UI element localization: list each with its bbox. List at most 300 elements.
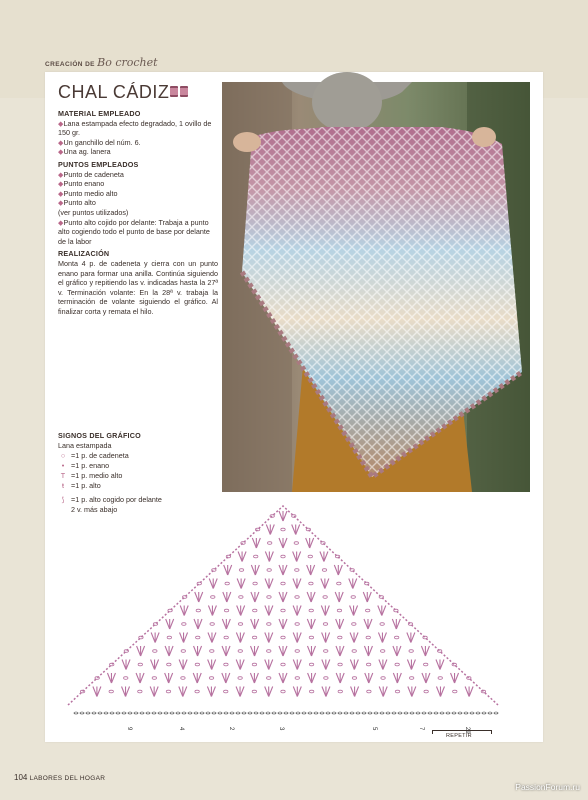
base-chain-stitch <box>464 712 468 714</box>
stitch-stroke <box>320 552 324 562</box>
base-chain-stitch <box>212 712 216 714</box>
chain-stitch <box>365 609 369 612</box>
stitch-cluster <box>336 673 344 683</box>
base-chain-stitch <box>206 712 210 714</box>
stitch-cluster <box>395 663 399 666</box>
stitch-cluster <box>380 623 384 626</box>
stitch-cluster <box>295 596 299 599</box>
material-heading: MATERIAL EMPLEADO <box>58 109 141 118</box>
stitch-cluster <box>366 663 370 666</box>
stitch-cluster <box>350 633 358 643</box>
bullet-diamond-icon: ◆ <box>58 188 64 198</box>
base-chain-stitch <box>152 712 156 714</box>
stitch-cluster <box>210 623 214 626</box>
stitch-stroke <box>364 646 368 656</box>
puntos-heading: PUNTOS EMPLEADOS <box>58 159 139 169</box>
stitch-cluster <box>93 687 101 697</box>
stitch-stroke <box>126 687 130 697</box>
stitch-stroke <box>379 687 383 697</box>
stitch-stroke <box>222 646 226 656</box>
stitch-stroke <box>270 525 274 535</box>
base-chain-stitch <box>308 712 312 714</box>
base-chain-stitch <box>260 712 264 714</box>
stitch-stroke <box>279 592 283 602</box>
stitch-cluster <box>338 636 342 639</box>
chain-stitch <box>394 636 398 639</box>
base-chain-stitch <box>74 712 78 714</box>
repetir-label: REPETIR <box>446 733 472 739</box>
stitch-cluster <box>224 636 228 639</box>
chain-stitch <box>367 690 371 693</box>
base-chain-stitch <box>422 712 426 714</box>
stitch-cluster <box>293 633 301 643</box>
stitch-cluster <box>151 660 159 670</box>
stitch-cluster <box>409 650 413 653</box>
chain-stitch <box>309 690 313 693</box>
stitch-stroke <box>407 633 411 643</box>
stitch-cluster <box>323 623 327 626</box>
stitch-stroke <box>265 579 269 589</box>
stitch-cluster <box>308 555 312 558</box>
yarn-skein-icon <box>170 86 178 97</box>
stitch-cluster <box>364 646 372 656</box>
base-chain-stitch <box>488 712 492 714</box>
bullet-diamond-icon: ◆ <box>58 198 64 208</box>
chain-stitch <box>338 636 342 639</box>
chain-stitch <box>323 623 327 626</box>
stitch-stroke <box>378 606 382 616</box>
stitch-stroke <box>422 673 426 683</box>
stitch-cluster <box>251 646 259 656</box>
stitch-cluster <box>267 677 271 680</box>
stitch-stroke <box>237 579 241 589</box>
stitch-cluster <box>266 525 274 535</box>
stitch-cluster <box>309 582 313 585</box>
chain-stitch <box>281 663 285 666</box>
chain-stitch <box>252 690 256 693</box>
stitch-cluster <box>279 592 287 602</box>
stitch-cluster <box>165 646 173 656</box>
base-chain-stitch <box>386 712 390 714</box>
stitch-cluster <box>350 660 358 670</box>
chain-stitch <box>224 636 228 639</box>
stitch-cluster <box>195 690 199 693</box>
stitch-cluster <box>451 673 459 683</box>
stitch-cluster <box>307 646 315 656</box>
base-chain-stitch <box>194 712 198 714</box>
stitch-stroke <box>194 646 198 656</box>
chain-stitch <box>238 650 242 653</box>
stitch-stroke <box>283 565 287 575</box>
stitch-cluster <box>252 636 256 639</box>
stitch-cluster <box>281 555 285 558</box>
base-chain-stitch <box>92 712 96 714</box>
stitch-stroke <box>251 619 255 629</box>
stitch-stroke <box>184 633 188 643</box>
stitch-stroke <box>265 552 269 562</box>
base-chain-stitch <box>158 712 162 714</box>
stitch-stroke <box>355 687 359 697</box>
stitch-cluster <box>238 623 242 626</box>
stitch-stroke <box>339 592 343 602</box>
stitch-stroke <box>199 592 203 602</box>
stitch-stroke <box>169 673 173 683</box>
stitch-stroke <box>97 687 101 697</box>
bullet-diamond-icon: ◆ <box>58 118 64 128</box>
stitch-stroke <box>256 538 260 548</box>
chain-stitch <box>152 677 156 680</box>
row-number-label: 9 <box>126 727 132 731</box>
stitch-stroke <box>269 660 273 670</box>
stitch-cluster <box>179 687 187 697</box>
stitch-cluster <box>292 525 300 535</box>
stitch-cluster <box>363 592 371 602</box>
base-chain-stitch <box>380 712 384 714</box>
stitch-stroke <box>367 592 371 602</box>
stitch-stroke <box>322 660 326 670</box>
stitch-cluster <box>324 677 328 680</box>
stitch-cluster <box>194 619 202 629</box>
stitch-cluster <box>322 569 326 572</box>
stitch-stroke <box>311 565 315 575</box>
stitch-stroke <box>251 646 255 656</box>
base-chain-stitch <box>266 712 270 714</box>
stitch-stroke <box>236 687 240 697</box>
stitch-stroke <box>279 538 283 548</box>
base-chain-stitch <box>374 712 378 714</box>
yarn-difficulty-icons <box>170 86 188 97</box>
stitch-cluster <box>281 690 285 693</box>
stitch-stroke <box>252 538 256 548</box>
stitch-stroke <box>197 673 201 683</box>
stitch-cluster <box>208 606 216 616</box>
stitch-stroke <box>363 592 367 602</box>
stitch-cluster <box>252 538 260 548</box>
base-chain-stitch <box>476 712 480 714</box>
stitch-cluster <box>251 592 259 602</box>
chain-stitch <box>338 690 342 693</box>
signos-subheading: Lana estampada <box>58 441 112 450</box>
double-symbol-icon: ŧ <box>62 481 64 490</box>
list-item: ◆Punto enano <box>58 179 105 189</box>
stitch-stroke <box>455 673 459 683</box>
stitch-stroke <box>307 565 311 575</box>
stitch-cluster <box>337 609 341 612</box>
stitch-stroke <box>255 592 259 602</box>
stitch-stroke <box>283 592 287 602</box>
stitch-cluster <box>336 646 344 656</box>
stitch-stroke <box>222 673 226 683</box>
stitch-stroke <box>240 633 244 643</box>
stitch-cluster <box>224 663 228 666</box>
stitch-stroke <box>325 579 329 589</box>
stitch-cluster <box>307 619 315 629</box>
stitch-cluster <box>364 619 372 629</box>
stitch-stroke <box>255 565 259 575</box>
stitch-cluster <box>424 690 428 693</box>
stitch-stroke <box>166 619 170 629</box>
stitch-stroke <box>279 565 283 575</box>
stitch-cluster <box>252 690 256 693</box>
base-chain-stitch <box>164 712 168 714</box>
stitch-cluster <box>295 650 299 653</box>
base-chain-stitch <box>80 712 84 714</box>
stitch-stroke <box>322 633 326 643</box>
stitch-cluster <box>265 687 273 697</box>
stitch-stroke <box>338 565 342 575</box>
stitch-cluster <box>124 677 128 680</box>
stitch-cluster <box>225 582 229 585</box>
stitch-stroke <box>207 687 211 697</box>
chain-stitch <box>167 663 171 666</box>
stitch-stroke <box>354 633 358 643</box>
stitch-stroke <box>311 646 315 656</box>
stitch-stroke <box>350 606 354 616</box>
stitch-stroke <box>240 687 244 697</box>
stitch-stroke <box>212 606 216 616</box>
stitch-stroke <box>255 646 259 656</box>
list-item: ◆Punto medio alto <box>58 188 118 198</box>
chain-stitch <box>224 663 228 666</box>
chain-stitch <box>225 582 229 585</box>
stitch-stroke <box>293 687 297 697</box>
stitch-stroke <box>222 619 226 629</box>
stitch-stroke <box>137 646 141 656</box>
stitch-cluster <box>210 650 214 653</box>
stitch-stroke <box>306 538 310 548</box>
stitch-cluster <box>351 596 355 599</box>
chain-stitch <box>409 650 413 653</box>
chain-stitch <box>267 542 271 545</box>
page-footer <box>14 773 105 782</box>
chain-stitch <box>181 650 185 653</box>
stitch-stroke <box>368 619 372 629</box>
stitch-stroke <box>368 646 372 656</box>
stitch-cluster <box>137 646 145 656</box>
stitch-cluster <box>267 596 271 599</box>
base-chain-stitch <box>428 712 432 714</box>
puntos-note: (ver puntos utilizados) <box>58 207 129 217</box>
stitch-cluster <box>207 687 215 697</box>
stitch-cluster <box>181 677 185 680</box>
stitch-stroke <box>269 552 273 562</box>
stitch-cluster <box>436 687 444 697</box>
stitch-cluster <box>295 623 299 626</box>
stitch-cluster <box>379 687 387 697</box>
stitch-cluster <box>337 582 341 585</box>
stitch-cluster <box>196 636 200 639</box>
stitch-cluster <box>138 690 142 693</box>
stitch-cluster <box>167 636 171 639</box>
stitch-stroke <box>208 633 212 643</box>
base-chain-stitch <box>302 712 306 714</box>
stitch-cluster <box>211 596 215 599</box>
chain-stitch <box>196 636 200 639</box>
header-prefix: CREACIÓN DE <box>45 61 95 68</box>
stitch-cluster <box>182 623 186 626</box>
stitch-stroke <box>312 673 316 683</box>
stitch-stroke <box>436 660 440 670</box>
base-chain-stitch <box>356 712 360 714</box>
stitch-stroke <box>242 552 246 562</box>
stitch-cluster <box>350 606 358 616</box>
stitch-stroke <box>193 673 197 683</box>
stitch-stroke <box>107 673 111 683</box>
stitch-cluster <box>352 650 356 653</box>
stitch-cluster <box>281 582 285 585</box>
chain-stitch <box>211 596 215 599</box>
stitch-cluster <box>281 528 285 531</box>
stitch-cluster <box>407 660 415 670</box>
stitch-cluster <box>320 552 328 562</box>
stitch-cluster <box>265 606 273 616</box>
chain-stitch <box>295 623 299 626</box>
stitch-cluster <box>366 636 370 639</box>
stitch-stroke <box>336 619 340 629</box>
stitch-stroke <box>283 673 287 683</box>
chain-stitch <box>239 569 243 572</box>
stitch-cluster <box>208 633 216 643</box>
chain-stitch <box>109 690 113 693</box>
stitch-stroke <box>237 606 241 616</box>
chain-stitch <box>380 623 384 626</box>
shawl-photo <box>222 82 530 492</box>
stitch-cluster <box>180 606 188 616</box>
stitch-cluster <box>309 690 313 693</box>
stitch-stroke <box>340 646 344 656</box>
row-number-label: 5 <box>371 727 377 731</box>
stitch-cluster <box>179 660 187 670</box>
stitch-cluster <box>279 538 287 548</box>
chain-stitch <box>309 636 313 639</box>
chain-stitch <box>281 528 285 531</box>
stitch-cluster <box>279 673 287 683</box>
base-chain-stitch <box>170 712 174 714</box>
stitch-cluster <box>309 636 313 639</box>
stitch-stroke <box>340 619 344 629</box>
stitch-cluster <box>267 569 271 572</box>
chain-stitch <box>323 596 327 599</box>
section-header <box>45 56 158 69</box>
base-chain-stitch <box>398 712 402 714</box>
chain-stitch <box>196 609 200 612</box>
chain-stitch <box>238 623 242 626</box>
base-chain-stitch <box>116 712 120 714</box>
chain-stitch <box>253 582 257 585</box>
chain-stitch <box>252 636 256 639</box>
stitch-stroke <box>397 646 401 656</box>
chain-stitch <box>295 596 299 599</box>
base-chain-stitch <box>290 712 294 714</box>
stitch-stroke <box>155 633 159 643</box>
instructions-column <box>58 106 218 316</box>
stitch-stroke <box>340 673 344 683</box>
bullet-diamond-icon: ◆ <box>58 137 64 147</box>
stitch-cluster <box>424 663 428 666</box>
stitch-stroke <box>279 511 283 521</box>
stitch-stroke <box>297 660 301 670</box>
base-chain-stitch <box>254 712 258 714</box>
base-chain-stitch <box>404 712 408 714</box>
stitch-stroke <box>426 673 430 683</box>
stitch-cluster <box>295 569 299 572</box>
stitch-cluster <box>209 579 217 589</box>
stitch-stroke <box>354 660 358 670</box>
stitch-cluster <box>238 677 242 680</box>
chain-stitch <box>281 690 285 693</box>
stitch-stroke <box>208 606 212 616</box>
list-item: ◆Punto alto cojido por delante: Trabaja a punto alto cogiendo todo el punto de base por delante de la labor <box>58 217 210 246</box>
stitch-stroke <box>321 579 325 589</box>
chain-stitch <box>395 690 399 693</box>
stitch-cluster <box>222 619 230 629</box>
stitch-cluster <box>379 660 387 670</box>
stitch-cluster <box>150 687 158 697</box>
chain-stitch <box>395 663 399 666</box>
stitch-cluster <box>293 660 301 670</box>
chain-stitch <box>308 555 312 558</box>
stitch-stroke <box>310 538 314 548</box>
row-number-label: 2 <box>228 727 234 731</box>
stitch-cluster <box>436 660 444 670</box>
half-double-symbol-icon: T <box>60 471 66 480</box>
stitch-stroke <box>334 565 338 575</box>
chain-stitch <box>195 690 199 693</box>
stitch-stroke <box>311 619 315 629</box>
stitch-stroke <box>293 633 297 643</box>
chain-stitch <box>409 677 413 680</box>
stitch-cluster <box>223 592 231 602</box>
stitch-stroke <box>269 606 273 616</box>
stitch-cluster <box>279 511 287 521</box>
stitch-cluster <box>321 606 329 616</box>
stitch-cluster <box>250 673 258 683</box>
stitch-cluster <box>122 687 130 697</box>
base-chain-stitch <box>224 712 228 714</box>
stitch-cluster <box>239 569 243 572</box>
stitch-cluster <box>335 592 343 602</box>
stitch-stroke <box>425 646 429 656</box>
base-chain-stitch <box>284 712 288 714</box>
stitch-cluster <box>438 677 442 680</box>
stitch-stroke <box>382 633 386 643</box>
chain-stitch <box>153 650 157 653</box>
stitch-cluster <box>224 609 228 612</box>
stitch-stroke <box>408 687 412 697</box>
chain-stitch <box>324 677 328 680</box>
chain-stitch <box>309 609 313 612</box>
stitch-stroke <box>183 660 187 670</box>
stitch-stroke <box>150 687 154 697</box>
stitch-cluster <box>107 673 115 683</box>
stitch-cluster <box>352 623 356 626</box>
stitch-stroke <box>265 687 269 697</box>
signos-heading: SIGNOS DEL GRÁFICO <box>58 431 141 440</box>
base-chain-stitch <box>230 712 234 714</box>
chain-stitch <box>453 690 457 693</box>
stitch-stroke <box>140 673 144 683</box>
stitch-stroke <box>111 673 115 683</box>
stitch-stroke <box>269 687 273 697</box>
stitch-cluster <box>380 650 384 653</box>
chain-stitch <box>351 596 355 599</box>
stitch-cluster <box>166 619 174 629</box>
stitch-cluster <box>421 646 429 656</box>
stitch-cluster <box>253 582 257 585</box>
legend-row: ⟆ =1 p. alto cogido por delante <box>58 495 218 505</box>
chain-stitch <box>352 650 356 653</box>
stitch-stroke <box>279 673 283 683</box>
